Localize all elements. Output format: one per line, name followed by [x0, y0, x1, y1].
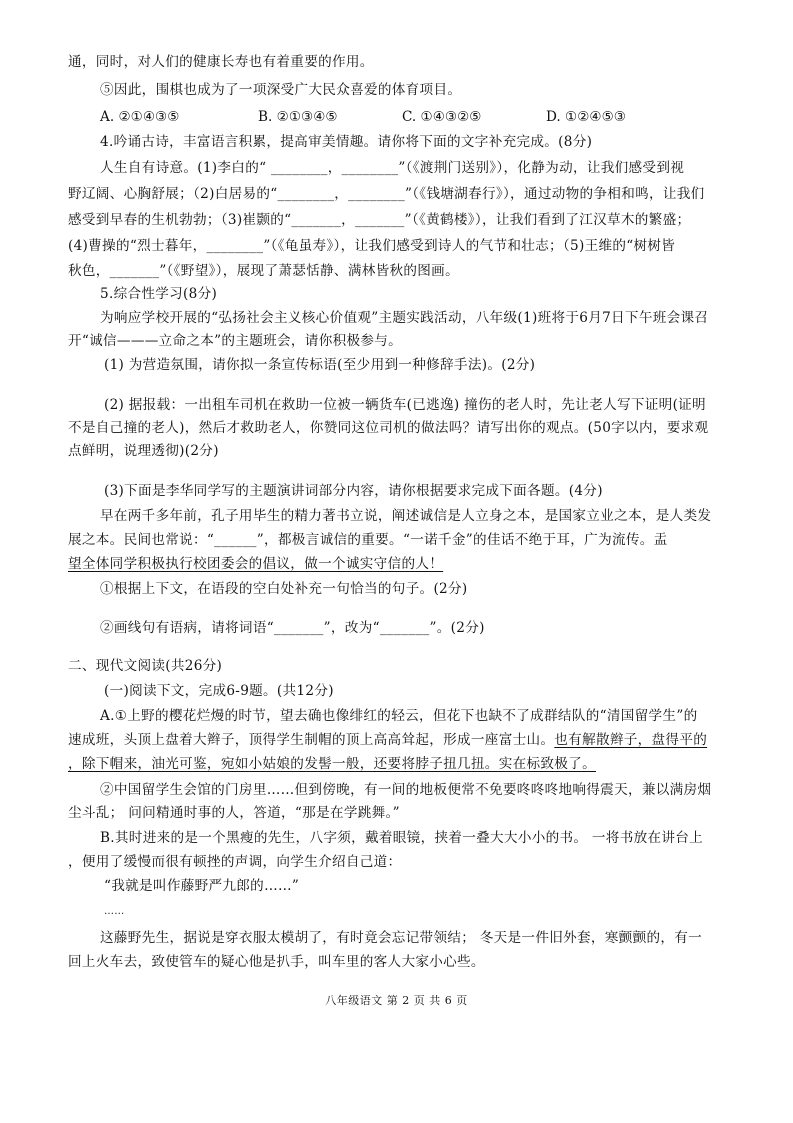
answer-choices — [100, 109, 700, 129]
choice-c: C. ①④③②⑤ — [402, 109, 482, 125]
text-line: ②画线句有语病，请将词语“_______”，改为“_______”。(2分) — [100, 620, 485, 636]
text-line: ，便用了缓慢而很有顿挫的声调，向学生介绍自己道： — [68, 854, 402, 870]
text-line: B.其时进来的是一个黑瘦的先生，八字须，戴着眼镜，挟着一叠大大小小的书。 一将书放在讲台上 — [100, 830, 704, 846]
choice-a: A. ②①④③⑤ — [100, 109, 180, 125]
underlined-sentence: 望全体同学积极执行校团委会的倡议，做一个诚实守信的人！ — [68, 556, 444, 572]
section-heading: 二、现代文阅读(共26分) — [68, 658, 223, 674]
text-line: 点鲜明，说理透彻)(2分) — [68, 443, 219, 459]
text-line: 人生自有诗意。(1)李白的“ ________，________”（《渡荆门送别》），化静为动，让我们感受到视 — [100, 160, 685, 176]
choice-b: B. ②①③④⑤ — [258, 109, 338, 125]
text-line: 早在两千多年前，孔子用毕生的精力著书立说，阐述诚信是人立身之本，是国家立业之本，是人类发 — [100, 508, 712, 524]
text-line: ②中国留学生会馆的门房里……但到傍晚，有一间的地板便常不免要咚咚咚地响得震天，兼以满房烟 — [100, 782, 712, 798]
underlined-segment: 也有解散辫子，盘得平的 — [554, 732, 708, 748]
text-line: A.①上野的樱花烂熳的时节，望去确也像绯红的轻云，但花下也缺不了成群结队的“清国留学生”的 — [100, 708, 698, 724]
text-line: 这藤野先生，据说是穿衣服太模胡了，有时竟会忘记带领结； 冬天是一件旧外套，寒颤颤的，有一 — [100, 930, 703, 946]
text-line: 为响应学校开展的“弘扬社会主义核心价值观”主题实践活动，八年级(1)班将于6月7日下午班会课召 — [100, 310, 709, 326]
choice-d: D. ①②④⑤③ — [546, 109, 626, 125]
underlined-segment: ，除下帽来，油光可鉴，宛如小姑娘的发髻一般，还要将脖子扭几扭。实在标致极了。 — [68, 756, 596, 772]
text-line: 感受到早春的生机勃勃；（3)崔颢的“_______，_______”（《黄鹤楼》），让我们看到了江汉草木的繁盛； — [68, 212, 691, 228]
page-footer: 八年级语文 第 2 页 共 6 页 — [325, 994, 468, 1007]
text-line: ①根据上下文，在语段的空白处补充一句恰当的句子。(2分) — [100, 581, 468, 597]
sub-question-3: (3)下面是李华同学写的主题演讲词部分内容，请你根据要求完成下面各题。(4分) — [104, 483, 603, 499]
text-line: ⑤因此，围棋也成为了一项深受广大民众喜爱的体育项目。 — [100, 82, 462, 98]
text-line: 秋色，_______”（《野望》），展现了萧瑟恬静、满林皆秋的图画。 — [68, 263, 459, 279]
text-line: 回上火车去，致使管车的疑心他是扒手，叫车里的客人大家小心些。 — [68, 954, 485, 970]
sub-question-1: (1) 为营造氛围，请你拟一条宣传标语(至少用到一种修辞手法)。(2分) — [104, 357, 536, 373]
text-line: (4)曹操的“烈士暮年，________”（《龟虽寿》），让我们感受到诗人的气节和壮志；（5)王维的“树树皆 — [68, 238, 676, 254]
text-line: 尘斗乱； 问问精通时事的人，答道，“那是在学跳舞。” — [68, 805, 400, 821]
question-5: 5.综合性学习(8分) — [100, 286, 218, 302]
text-line: 展之本。民间也常说：“______”，都极言诚信的重要。“一诺千金”的佳话不绝于耳，广为流传。盂 — [68, 532, 668, 548]
text-line — [68, 730, 728, 750]
question-4: 4.吟诵古诗，丰富语言积累，提高审美情趣。请你将下面的文字补充完成。(8分) — [100, 134, 593, 150]
text-segment: 速成班，头顶上盘着大辫子，顶得学生制帽的顶上高高耸起，形成一座富士山。 — [68, 732, 555, 748]
sub-question-2: (2) 据报载：一出租车司机在救助一位被一辆货车(已逃逸) 撞伤的老人时，先让老人写下证明(证明 — [104, 397, 706, 413]
ellipsis: …… — [104, 906, 125, 917]
reading-instruction: (一)阅读下文，完成6-9题。(共12分) — [104, 683, 334, 699]
text-line: 野辽阔、心胸舒展；（2)白居易的“________，________”（《钱塘湖春行》），通过动物的争相和鸣，让我们 — [68, 186, 705, 202]
text-line: “我就是叫作藤野严九郎的……” — [104, 878, 300, 894]
text-line: 通，同时，对人们的健康长寿也有着重要的作用。 — [68, 54, 374, 70]
text-line: 不是自己撞的老人)，然后才救助老人，你赞同这位司机的做法吗？请写出你的观点。(50字以内，要求观 — [68, 420, 709, 436]
text-line: 开“诚信———立命之本”的主题班会，请你积极参与。 — [68, 333, 403, 349]
